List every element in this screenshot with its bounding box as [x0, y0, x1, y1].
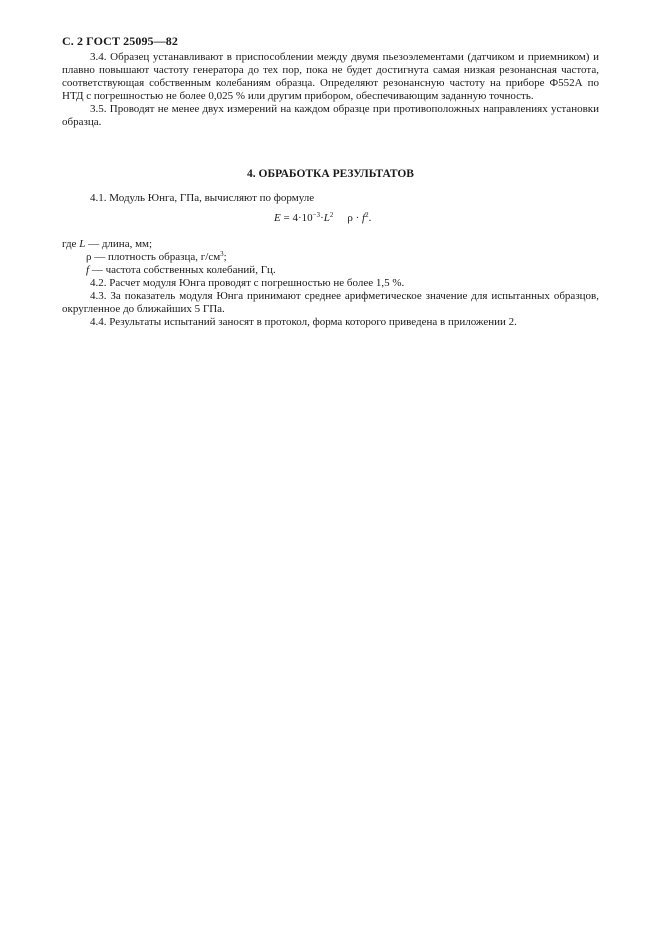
formula-frequency-term: f — [362, 212, 366, 224]
formula-exponent-2: 2 — [329, 211, 334, 219]
formula-density-term: ρ · — [347, 212, 363, 224]
definition-density — [62, 251, 599, 264]
paragraph-4-1: 4.1. Модуль Юнга, ГПа, вычисляют по формуле — [90, 192, 315, 204]
page-header: С. 2 ГОСТ 25095—82 — [62, 34, 178, 48]
formula-length-term: ·L — [320, 212, 330, 224]
formula-exponent-3: 2 — [365, 211, 369, 219]
section-3-block — [62, 51, 599, 129]
formula-lhs: E — [274, 212, 281, 224]
paragraph-4-4: 4.4. Результаты испытаний заносят в протокол, форма которого приведена в приложении 2. — [90, 316, 517, 328]
definition-symbol: ρ — [86, 251, 92, 263]
formula-end: . — [368, 212, 372, 224]
paragraph-4-3: 4.3. За показатель модуля Юнга принимают среднее арифметическое значение для испытанных образцов, округленное до ближайших 5 ГПа. — [62, 290, 599, 315]
paragraph-4-1-block — [62, 192, 599, 205]
where-label: где — [62, 238, 77, 250]
paragraph-3-5: 3.5. Проводят не менее двух измерений на каждом образце при противоположных направлениях установки образца. — [62, 103, 599, 128]
definition-superscript: 3 — [220, 250, 224, 258]
paragraph-4-2: 4.2. Расчет модуля Юнга проводят с погрешностью не более 1,5 %. — [90, 277, 405, 289]
paragraph-3-4: 3.4. Образец устанавливают в приспособлении между двумя пьезоэлементами (датчиком и приемником) и плавно повышают частоту генератора до тех пор, пока не будет достигнута самая низкая резонансная частота, соответствующая собственным колебаниям образца. Определяют резонансную частоту на приборе Ф552А по НТД с погрешностью не более 0,025 % или другим прибором, обеспечивающим заданную точность. — [62, 51, 599, 102]
definition-symbol: f — [86, 264, 90, 276]
definition-text: — плотность образца, г/см — [91, 251, 221, 263]
definition-frequency — [62, 264, 599, 277]
formula-exponent-1: −3 — [312, 211, 321, 219]
definition-tail: ; — [223, 251, 227, 263]
section-4-title: 4. ОБРАБОТКА РЕЗУЛЬТАТОВ — [247, 168, 414, 180]
definition-text: — частота собственных колебаний, Гц. — [89, 264, 276, 276]
young-modulus-formula — [274, 212, 371, 225]
definition-text: — длина, мм; — [85, 238, 153, 250]
definition-length — [62, 238, 599, 251]
definition-symbol: L — [79, 238, 86, 250]
formula-coefficient: = 4·10 — [280, 212, 313, 224]
definitions-list — [62, 238, 599, 329]
